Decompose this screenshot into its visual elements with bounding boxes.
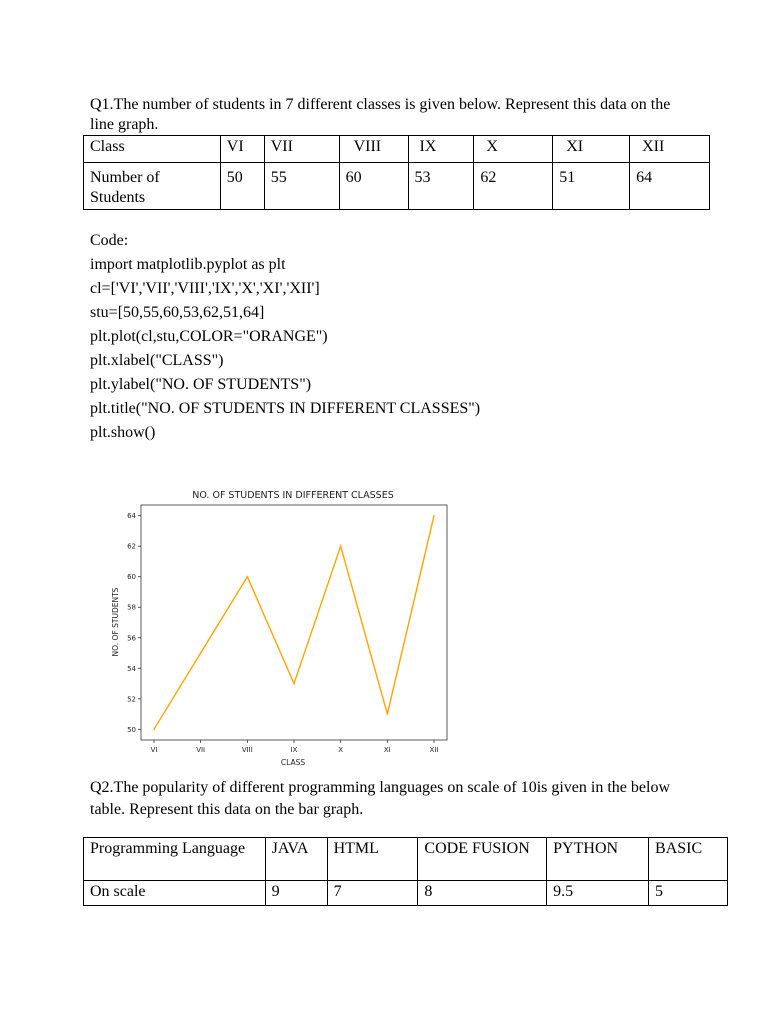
language-cell: BASIC	[649, 838, 728, 881]
class-cell: IX	[408, 136, 474, 163]
header-cell-class: Class	[84, 136, 221, 163]
y-tick-label: 58	[127, 603, 136, 612]
y-tick-label: 50	[127, 725, 136, 734]
language-cell: HTML	[327, 838, 418, 881]
code-line: plt.xlabel("CLASS")	[90, 352, 224, 369]
y-tick-label: 60	[127, 573, 136, 582]
y-tick-label: 52	[127, 695, 136, 704]
y-axis	[127, 512, 141, 734]
value-cell: 60	[339, 163, 408, 210]
class-cell: VI	[220, 136, 264, 163]
data-point	[153, 729, 155, 731]
chart-title: NO. OF STUDENTS IN DIFFERENT CLASSES	[192, 490, 394, 501]
data-point	[247, 576, 249, 578]
data-point	[387, 713, 389, 715]
x-tick-label: IX	[290, 746, 298, 754]
x-tick-label: VII	[196, 746, 206, 754]
code-line: import matplotlib.pyplot as plt	[90, 256, 286, 273]
value-cell: 64	[630, 163, 710, 210]
x-tick-label: X	[338, 746, 344, 754]
data-point	[433, 515, 435, 517]
table-row-header	[84, 136, 710, 163]
class-cell: VIII	[339, 136, 408, 163]
code-line: Code:	[90, 232, 129, 249]
value-cell: 9.5	[547, 881, 649, 906]
y-tick-label: 54	[127, 664, 136, 673]
data-point	[200, 652, 202, 654]
header-cell-language: Programming Language	[84, 838, 266, 881]
students-line-chart	[100, 484, 450, 770]
data-point	[293, 683, 295, 685]
data-point	[340, 545, 342, 547]
series-line	[154, 516, 434, 730]
class-cell: XI	[553, 136, 630, 163]
students-table	[83, 135, 710, 210]
y-tick-label: 64	[127, 512, 136, 521]
question-1-text: Q1.The number of students in 7 different classes is given below. Represent this data on the line graph.	[90, 96, 671, 133]
class-cell: XII	[630, 136, 710, 163]
value-cell: 51	[553, 163, 630, 210]
code-block	[90, 229, 480, 445]
value-cell: 55	[264, 163, 339, 210]
x-tick-label: VI	[150, 746, 158, 754]
code-line: stu=[50,55,60,53,62,51,64]	[90, 304, 265, 321]
value-cell: 53	[408, 163, 474, 210]
language-cell: PYTHON	[547, 838, 649, 881]
data-points	[153, 515, 435, 730]
value-cell: 62	[474, 163, 553, 210]
value-cell: 5	[649, 881, 728, 906]
y-tick-label: 62	[127, 542, 136, 551]
class-cell: X	[474, 136, 553, 163]
language-cell: JAVA	[265, 838, 327, 881]
code-line: plt.title("NO. OF STUDENTS IN DIFFERENT CLASSES")	[90, 400, 481, 417]
code-line: plt.ylabel("NO. OF STUDENTS")	[90, 376, 312, 393]
x-tick-label: XI	[383, 746, 391, 754]
x-axis-label: CLASS	[280, 758, 306, 767]
code-line: cl=['VI','VII','VIII','IX','X','XI','XII']	[90, 280, 320, 297]
code-line: plt.show()	[90, 424, 156, 441]
languages-table	[83, 837, 728, 906]
value-cell: 8	[418, 881, 547, 906]
code-line: plt.plot(cl,stu,COLOR="ORANGE")	[90, 328, 328, 345]
question-2-text: Q2.The popularity of different programming languages on scale of 10is given in the below table. Represent this data on the bar graph.	[90, 779, 670, 818]
value-cell: 9	[265, 881, 327, 906]
x-axis	[151, 740, 439, 754]
value-cell: 7	[327, 881, 418, 906]
row-label-scale: On scale	[84, 881, 266, 906]
value-cell: 50	[220, 163, 264, 210]
plot-area	[141, 505, 447, 740]
x-tick-label: XII	[429, 746, 439, 754]
x-tick-label: VIII	[241, 746, 253, 754]
table-row-values	[84, 163, 710, 210]
table-row-header	[84, 838, 728, 881]
language-cell: CODE FUSION	[418, 838, 547, 881]
class-cell: VII	[264, 136, 339, 163]
row-label-students: Number of Students	[84, 163, 221, 210]
y-tick-label: 56	[127, 634, 136, 643]
table-row-values	[84, 881, 728, 906]
y-axis-label: NO. OF STUDENTS	[111, 587, 120, 657]
